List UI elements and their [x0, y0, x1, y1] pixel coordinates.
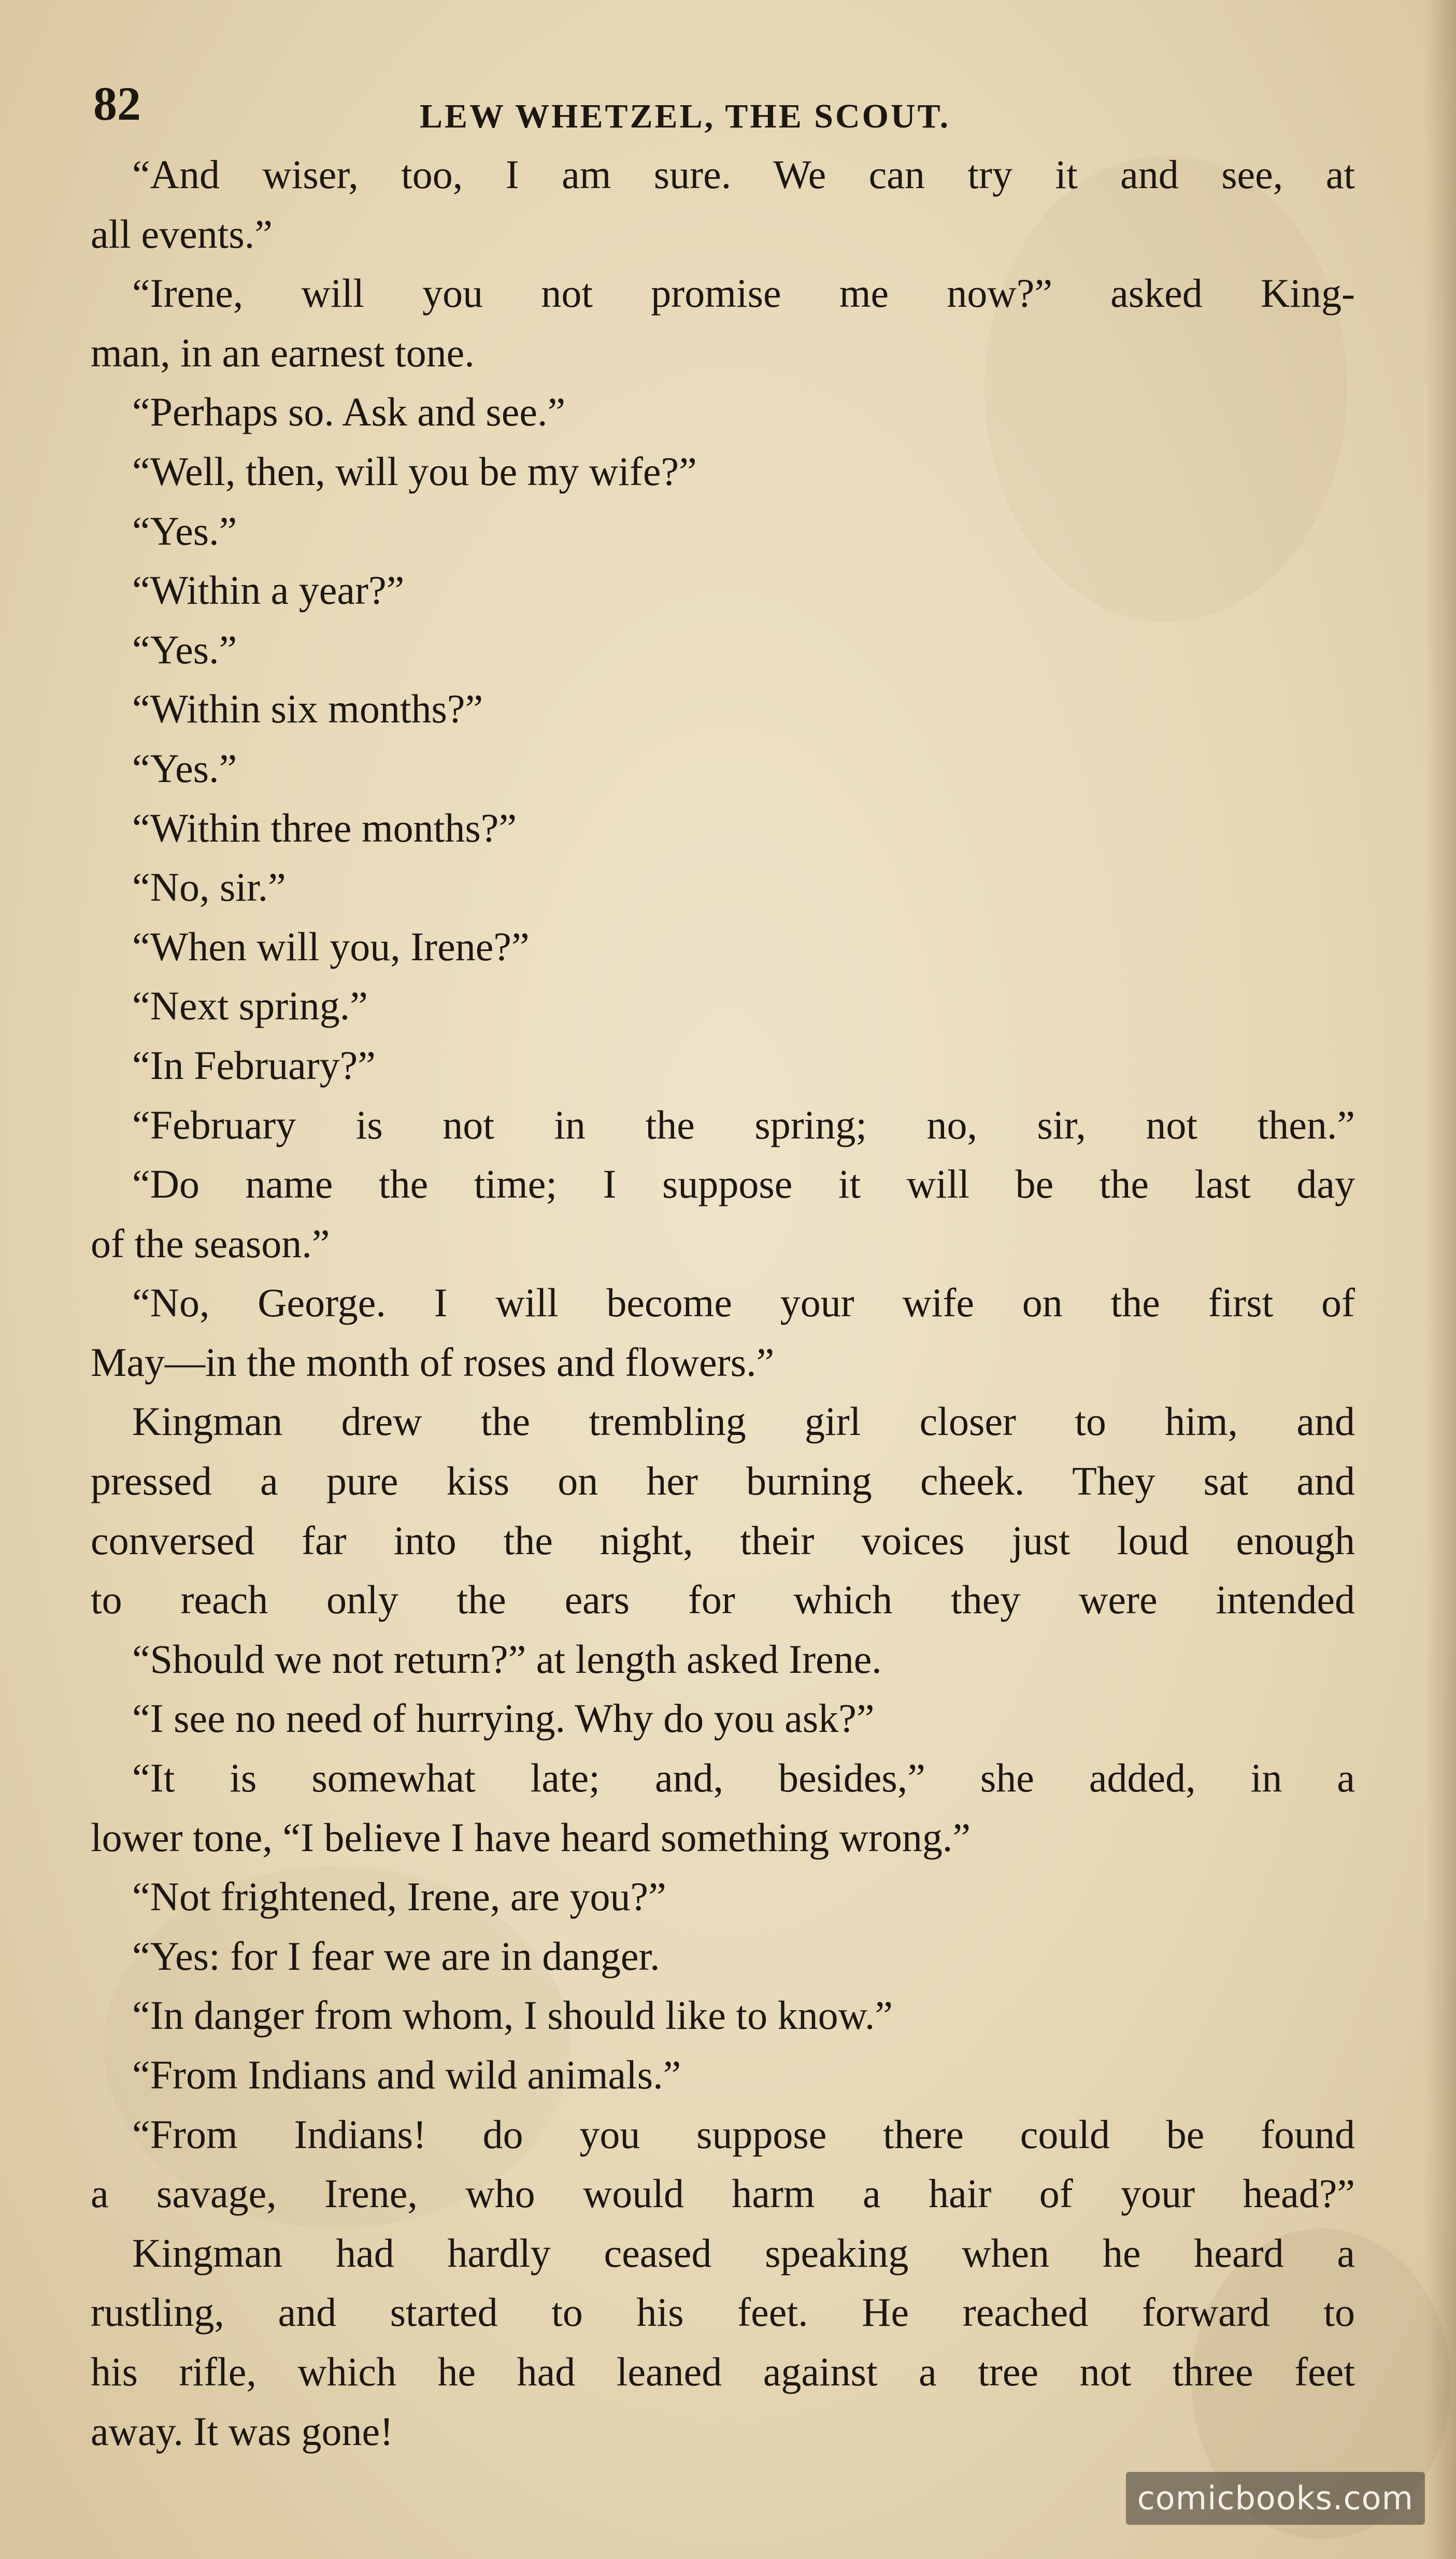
text-line: away. It was gone!	[91, 2408, 394, 2454]
text-line: “Yes.”	[132, 745, 237, 791]
page-header	[93, 73, 1368, 145]
text-line: “From Indians and wild animals.”	[132, 2052, 681, 2097]
text-line: Kingman had hardly ceased speaking when he heard a	[132, 2230, 1355, 2276]
text-line: May—in the month of roses and flowers.”	[91, 1339, 775, 1385]
text-line: “From Indians! do you suppose there could be found	[132, 2111, 1355, 2157]
text-line: “February is not in the spring; no, sir, not then.”	[132, 1102, 1355, 1147]
text-line: to reach only the ears for which they were intended	[91, 1577, 1355, 1623]
text-line: conversed far into the night, their voices just loud enough	[91, 1517, 1355, 1563]
page-number: 82	[93, 77, 141, 130]
text-line: man, in an earnest tone.	[91, 330, 475, 375]
text-line: “Not frightened, Irene, are you?”	[132, 1874, 666, 1920]
text-line: “Should we not return?” at length asked Irene.	[132, 1636, 882, 1682]
text-line: of the season.”	[91, 1220, 330, 1266]
text-line: “Yes.”	[132, 508, 237, 553]
text-line: “Perhaps so. Ask and see.”	[132, 389, 566, 435]
text-line: “Next spring.”	[132, 983, 368, 1029]
text-line: “I see no need of hurrying. Why do you ask?”	[132, 1696, 875, 1741]
text-line: rustling, and started to his feet. He reached forward to	[91, 2290, 1355, 2335]
text-line: all events.”	[91, 211, 273, 257]
watermark-label: comicbooks.com	[1126, 2472, 1425, 2525]
body-text	[91, 145, 1355, 2461]
text-line: a savage, Irene, who would harm a hair of your head?”	[91, 2171, 1355, 2216]
running-head: LEW WHETZEL, THE SCOUT.	[420, 97, 951, 135]
text-line: “Do name the time; I suppose it will be the last day	[132, 1161, 1355, 1207]
text-line: “Irene, will you not promise me now?” asked King-	[132, 271, 1355, 316]
text-line: “And wiser, too, I am sure. We can try it and see, at	[132, 152, 1355, 197]
text-line: “No, sir.”	[132, 864, 286, 910]
text-line: “It is somewhat late; and, besides,” she added, in a	[132, 1755, 1355, 1801]
text-line: “When will you, Irene?”	[132, 923, 530, 969]
text-line: “Within six months?”	[132, 686, 483, 732]
text-line: Kingman drew the trembling girl closer to him, and	[132, 1399, 1355, 1444]
page-edge-shadow	[1425, 0, 1456, 2559]
text-line: his rifle, which he had leaned against a tree not three feet	[91, 2349, 1355, 2394]
text-line: “No, George. I will become your wife on the first of	[132, 1280, 1355, 1326]
text-line: “Within a year?”	[132, 567, 405, 613]
text-line: “Well, then, will you be my wife?”	[132, 448, 697, 494]
text-line: “In February?”	[132, 1042, 376, 1088]
text-line: “Yes: for I fear we are in danger.	[132, 1933, 660, 1979]
text-line: “Yes.”	[132, 627, 237, 672]
text-line: pressed a pure kiss on her burning cheek. They sat and	[91, 1458, 1355, 1504]
text-line: lower tone, “I believe I have heard something wrong.”	[91, 1814, 971, 1860]
text-line: “Within three months?”	[132, 805, 517, 850]
text-line: “In danger from whom, I should like to know.”	[132, 1993, 893, 2038]
